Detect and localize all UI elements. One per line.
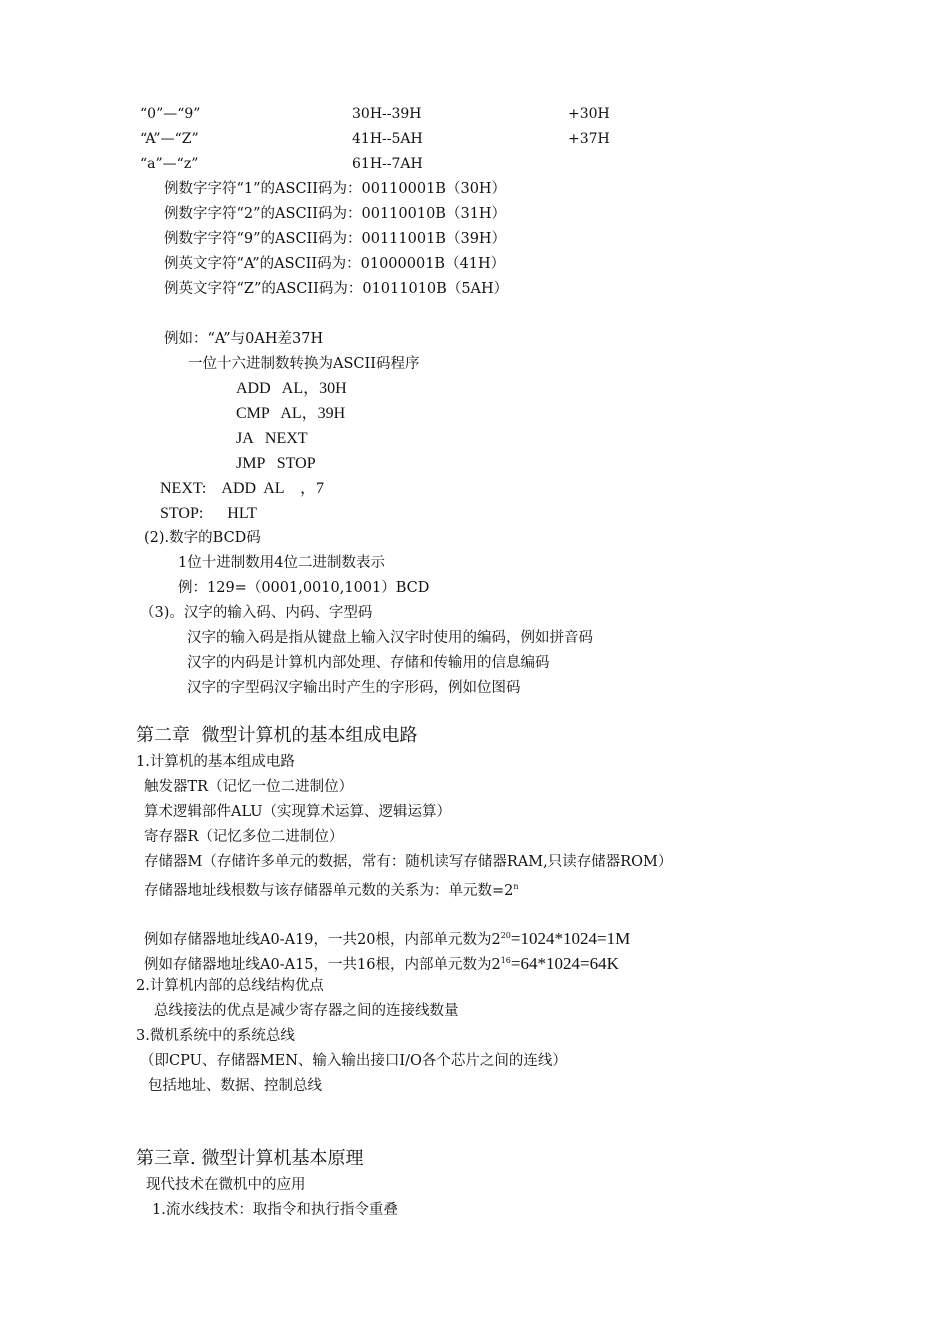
- ascii-range-upper: “A”—“Z”: [140, 131, 199, 147]
- example-a15-result: =64*1024=64K: [510, 953, 619, 973]
- example-a19-result: =1024*1024=1M: [510, 928, 631, 948]
- program-line-cmp: CMP AL，39H: [236, 405, 346, 422]
- ascii-hex-digits: 30H--39H: [352, 106, 422, 122]
- chapter3-subtitle: 现代技术在微机中的应用: [146, 1177, 306, 1193]
- chapter3-item-pipeline: 1.流水线技术：取指令和执行指令重叠: [152, 1202, 398, 1218]
- chapter2-item-memory: 存储器M（存储许多单元的数据，常有：随机读写存储器RAM,只读存储器ROM）: [144, 854, 673, 870]
- ascii-range-lower: “a”—“z”: [140, 156, 199, 172]
- program-title: 一位十六进制数转换为ASCII码程序: [188, 356, 420, 372]
- ascii-range-digits: “0”—“9”: [140, 106, 201, 122]
- formula-text: 存储器地址线根数与该存储器单元数的关系为：单元数=2: [144, 882, 514, 899]
- program-line-add: ADD AL，30H: [236, 380, 347, 397]
- chapter2-item-register: 寄存器R（记忆多位二进制位）: [144, 829, 344, 845]
- formula-exponent: n: [513, 882, 519, 891]
- hanzi-title: （3)。汉字的输入码、内码、字型码: [140, 605, 373, 621]
- example-diff: 例如：“A”与0AH差37H: [164, 331, 324, 347]
- ascii-offset-upper: +37H: [568, 131, 610, 147]
- program-line-stop: STOP: HLT: [160, 505, 257, 522]
- hanzi-glyph-code: 汉字的字型码汉字输出时产生的字形码，例如位图码: [187, 680, 521, 696]
- ascii-example-1: 例数字字符“1”的ASCII码为：00110001B（30H）: [164, 181, 507, 197]
- chapter2-bus-desc: （即CPU、存储器MEN、输入输出接口I/O各个芯片之间的连线）: [140, 1053, 567, 1069]
- chapter2-item-trigger: 触发器TR（记忆一位二进制位）: [144, 779, 354, 795]
- chapter2-address-formula: [144, 878, 519, 900]
- chapter3-title: 第三章. 微型计算机基本原理: [136, 1148, 364, 1169]
- example-a15-text: 例如存储器地址线A0-A15，一共16根，内部单元数为2: [144, 956, 501, 973]
- bcd-desc: 1位十进制数用4位二进制数表示: [178, 555, 385, 571]
- chapter2-title: 第二章 微型计算机的基本组成电路: [136, 725, 418, 746]
- ascii-example-2: 例数字字符“2”的ASCII码为：00110010B（31H）: [164, 206, 507, 222]
- chapter2-section1-title: 1.计算机的基本组成电路: [136, 754, 295, 770]
- example-a15-exponent: 16: [500, 956, 511, 965]
- ascii-example-Z: 例英文字符“Z”的ASCII码为：01011010B（5AH）: [164, 281, 509, 297]
- chapter2-section3-title: 3.微机系统中的系统总线: [136, 1028, 295, 1044]
- bcd-example: 例：129=（0001,0010,1001）BCD: [178, 580, 430, 596]
- program-line-ja: JA NEXT: [236, 430, 308, 447]
- chapter2-example-a15: [144, 952, 619, 974]
- program-line-jmp: JMP STOP: [236, 455, 316, 472]
- chapter2-example-a19: [144, 927, 630, 949]
- ascii-hex-upper: 41H--5AH: [352, 131, 423, 147]
- ascii-example-A: 例英文字符“A”的ASCII码为：01000001B（41H）: [164, 256, 506, 272]
- chapter2-bus-types: 包括地址、数据、控制总线: [148, 1078, 322, 1094]
- chapter2-item-alu: 算术逻辑部件ALU（实现算术运算、逻辑运算）: [144, 804, 452, 820]
- hanzi-internal-code: 汉字的内码是计算机内部处理、存储和传输用的信息编码: [187, 655, 550, 671]
- ascii-hex-lower: 61H--7AH: [352, 156, 423, 172]
- ascii-offset-digits: +30H: [568, 106, 610, 122]
- hanzi-input-code: 汉字的输入码是指从键盘上输入汉字时使用的编码，例如拼音码: [187, 630, 593, 646]
- example-a19-exponent: 20: [500, 931, 511, 940]
- chapter2-section2-title: 2.计算机内部的总线结构优点: [136, 978, 324, 994]
- ascii-example-9: 例数字字符“9”的ASCII码为：00111001B（39H）: [164, 231, 507, 247]
- bcd-title: (2).数字的BCD码: [144, 530, 261, 546]
- example-a19-text: 例如存储器地址线A0-A19，一共20根，内部单元数为2: [144, 931, 501, 948]
- chapter2-bus-advantage: 总线接法的优点是减少寄存器之间的连接线数量: [154, 1003, 459, 1019]
- program-line-next: NEXT: ADD AL ，7: [160, 480, 324, 497]
